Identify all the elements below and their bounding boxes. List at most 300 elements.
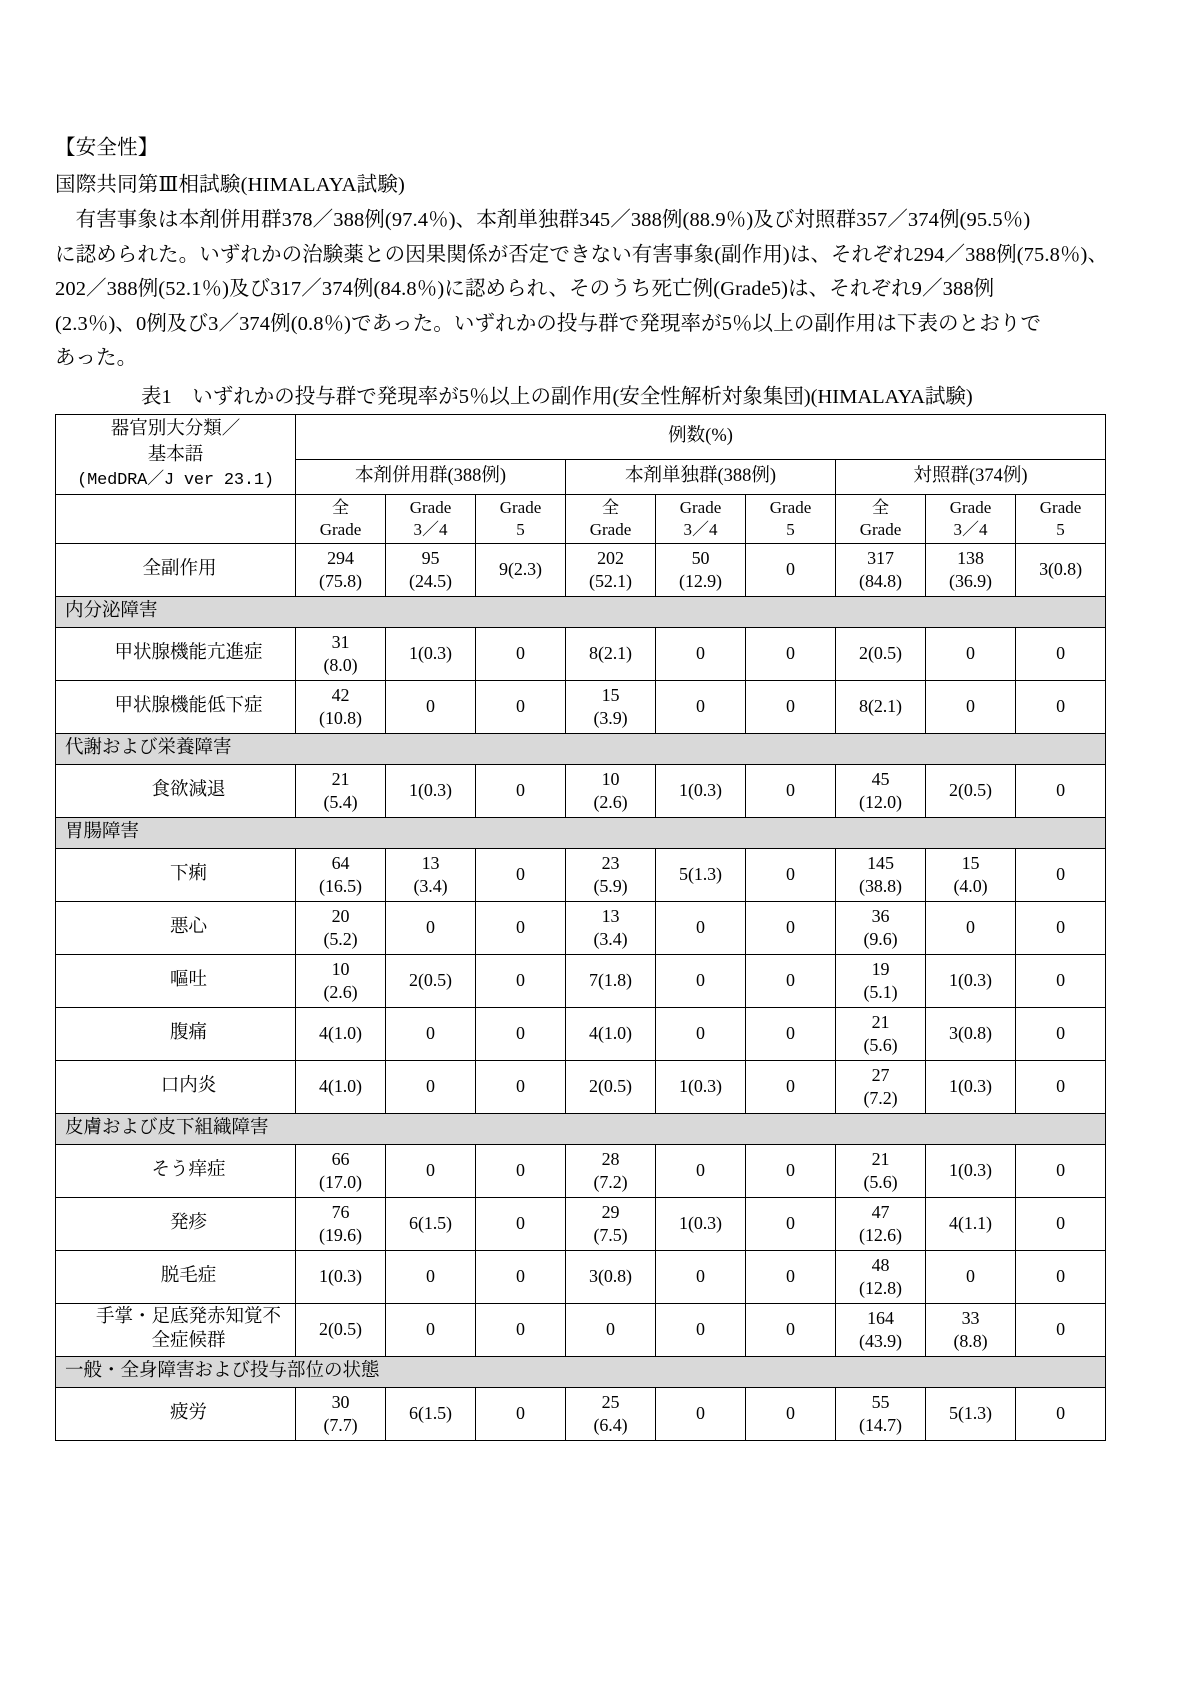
- adverse-reaction-table: [55, 414, 1106, 1441]
- data-cell: [566, 765, 656, 818]
- cell-count: 1(0.3): [679, 780, 722, 801]
- data-cell: [656, 765, 746, 818]
- cell-count: 0: [426, 696, 435, 717]
- data-cell: [926, 849, 1016, 902]
- data-cell: [476, 1145, 566, 1198]
- cell-count: 1(0.3): [409, 643, 452, 664]
- cell-percent: (8.8): [953, 1331, 988, 1351]
- soc-label: 一般・全身障害および投与部位の状態: [56, 1357, 1106, 1388]
- data-cell: [926, 1388, 1016, 1441]
- cell-count: 0: [426, 1319, 435, 1340]
- data-cell: [1016, 1198, 1106, 1251]
- cell-count: 0: [786, 917, 795, 938]
- term-label-line2: 全症候群: [151, 1331, 226, 1351]
- cell-count: 50: [691, 547, 710, 568]
- cell-percent: (7.2): [863, 1088, 898, 1108]
- cell-percent: (12.9): [679, 571, 722, 591]
- cell-percent: (16.5): [319, 876, 362, 896]
- cell-percent: (10.8): [319, 708, 362, 728]
- document-content: [55, 137, 1109, 1441]
- grade-header-line1: Grade: [1039, 497, 1082, 517]
- data-cell: [656, 849, 746, 902]
- group-header: 本剤併用群(388例): [296, 460, 566, 495]
- data-cell: [296, 1251, 386, 1304]
- data-cell: [476, 765, 566, 818]
- cell-percent: (7.2): [593, 1172, 628, 1192]
- data-cell: [386, 1145, 476, 1198]
- cell-percent: (3.4): [593, 929, 628, 949]
- header-row-top: [56, 415, 1106, 460]
- data-cell: [926, 765, 1016, 818]
- term-label: 甲状腺機能低下症: [56, 681, 296, 734]
- term-header-line3: (MedDRA／J ver 23.1): [77, 470, 274, 490]
- table-row: [56, 1008, 1106, 1061]
- cases-header: 例数(%): [296, 415, 1106, 460]
- grade-header-line2: Grade: [589, 520, 632, 539]
- cell-count: 8(2.1): [859, 696, 902, 717]
- cell-count: 36: [871, 905, 890, 926]
- grade-column-header: [476, 495, 566, 544]
- section-heading: 【安全性】: [55, 137, 159, 159]
- data-cell: [566, 1251, 656, 1304]
- cell-percent: (52.1): [589, 571, 632, 591]
- cell-count: 30: [331, 1391, 350, 1412]
- cell-percent: (36.9): [949, 571, 992, 591]
- data-cell: [656, 1061, 746, 1114]
- data-cell: [926, 1145, 1016, 1198]
- data-cell: [296, 1061, 386, 1114]
- data-cell: [386, 1388, 476, 1441]
- cell-count: 25: [601, 1391, 620, 1412]
- data-cell: [1016, 1251, 1106, 1304]
- cell-count: 3(0.8): [949, 1023, 992, 1044]
- cell-count: 13: [421, 852, 440, 873]
- data-cell: [836, 1304, 926, 1357]
- cell-percent: (8.0): [323, 655, 358, 675]
- cell-count: 66: [331, 1148, 350, 1169]
- cell-count: 0: [1056, 970, 1065, 991]
- data-cell: [656, 1251, 746, 1304]
- term-label: 悪心: [56, 902, 296, 955]
- cell-count: 0: [786, 559, 795, 580]
- cell-count: 0: [1056, 1160, 1065, 1181]
- cell-count: 0: [1056, 917, 1065, 938]
- data-cell: [476, 1251, 566, 1304]
- data-cell: [1016, 849, 1106, 902]
- data-cell: [386, 1198, 476, 1251]
- table-row: [56, 902, 1106, 955]
- table-row: [56, 1061, 1106, 1114]
- cell-percent: (84.8): [859, 571, 902, 591]
- data-cell: [656, 1304, 746, 1357]
- cell-count: 6(1.5): [409, 1213, 452, 1234]
- cell-percent: (7.5): [593, 1225, 628, 1245]
- data-cell: [476, 849, 566, 902]
- cell-count: 0: [426, 1023, 435, 1044]
- cell-percent: (9.6): [863, 929, 898, 949]
- cell-count: 1(0.3): [679, 1076, 722, 1097]
- data-cell: [656, 1008, 746, 1061]
- data-cell: [746, 628, 836, 681]
- table-caption: 表1 いずれかの投与群で発現率が5％以上の副作用(安全性解析対象集団)(HIMALAYA試験): [141, 385, 973, 408]
- grade-header-spacer: [56, 495, 296, 544]
- cell-count: 0: [1056, 1023, 1065, 1044]
- grade-header-line1: 全: [602, 497, 619, 517]
- grade-header-line2: Grade: [859, 520, 902, 539]
- grade-column-header: [836, 495, 926, 544]
- paragraph-line: 202／388例(52.1％)及び317／374例(84.8％)に認められ、そのうち死亡例(Grade5)は、それぞれ9／388例: [55, 278, 995, 300]
- cell-count: 0: [1056, 643, 1065, 664]
- cell-count: 48: [871, 1254, 890, 1275]
- data-cell: [926, 681, 1016, 734]
- cell-count: 7(1.8): [589, 970, 632, 991]
- grade-header-line2: 5: [1056, 520, 1065, 539]
- table-row: [56, 681, 1106, 734]
- data-cell: [386, 681, 476, 734]
- cell-count: 29: [601, 1201, 620, 1222]
- data-cell: [296, 1388, 386, 1441]
- cell-count: 0: [1056, 1213, 1065, 1234]
- cell-count: 0: [516, 696, 525, 717]
- cell-percent: (7.7): [323, 1415, 358, 1435]
- grade-header-line1: 全: [872, 497, 889, 517]
- data-cell: [836, 1145, 926, 1198]
- cell-percent: (4.0): [953, 876, 988, 896]
- cell-count: 1(0.3): [319, 1266, 362, 1287]
- cell-count: 1(0.3): [679, 1213, 722, 1234]
- grade-column-header: [656, 495, 746, 544]
- table-row: [56, 628, 1106, 681]
- cell-count: 19: [871, 958, 890, 979]
- data-cell: [836, 544, 926, 597]
- term-header-line1: 器官別大分類／: [110, 419, 241, 440]
- cell-count: 5(1.3): [679, 864, 722, 885]
- cell-count: 4(1.0): [589, 1023, 632, 1044]
- cell-count: 31: [331, 631, 350, 652]
- cell-count: 0: [786, 1319, 795, 1340]
- cell-count: 3(0.8): [1039, 559, 1082, 580]
- data-cell: [836, 1251, 926, 1304]
- cell-count: 21: [331, 768, 350, 789]
- cell-count: 0: [1056, 696, 1065, 717]
- soc-group-row: [56, 1114, 1106, 1145]
- cell-count: 55: [871, 1391, 890, 1412]
- grade-header-line1: Grade: [499, 497, 542, 517]
- cell-percent: (38.8): [859, 876, 902, 896]
- cell-count: 47: [871, 1201, 890, 1222]
- cell-count: 2(0.5): [949, 780, 992, 801]
- table-row: [56, 1198, 1106, 1251]
- data-cell: [746, 765, 836, 818]
- term-header-line2: 基本語: [147, 445, 204, 466]
- data-cell: [836, 955, 926, 1008]
- term-label-line1: 手掌・足底発赤知覚不: [95, 1307, 281, 1328]
- data-cell: [746, 1145, 836, 1198]
- data-cell: [476, 1198, 566, 1251]
- cell-count: 45: [871, 768, 890, 789]
- data-cell: [836, 902, 926, 955]
- soc-group-row: [56, 818, 1106, 849]
- data-cell: [1016, 544, 1106, 597]
- cell-count: 0: [1056, 1403, 1065, 1424]
- cell-count: 0: [696, 643, 705, 664]
- table-body: [56, 544, 1106, 1441]
- data-cell: [836, 765, 926, 818]
- cell-count: 8(2.1): [589, 643, 632, 664]
- data-cell: [746, 955, 836, 1008]
- data-cell: [1016, 628, 1106, 681]
- data-cell: [476, 1061, 566, 1114]
- cell-count: 4(1.0): [319, 1076, 362, 1097]
- data-cell: [386, 1251, 476, 1304]
- cell-count: 27: [871, 1064, 890, 1085]
- data-cell: [386, 955, 476, 1008]
- cell-count: 145: [867, 852, 894, 873]
- cell-count: 20: [331, 905, 350, 926]
- group-header: 対照群(374例): [836, 460, 1106, 495]
- cell-count: 10: [331, 958, 350, 979]
- data-cell: [746, 1008, 836, 1061]
- data-cell: [746, 902, 836, 955]
- cell-percent: (3.9): [593, 708, 628, 728]
- study-heading: 国際共同第Ⅲ相試験(HIMALAYA試験): [55, 173, 406, 196]
- data-cell: [1016, 1008, 1106, 1061]
- data-cell: [1016, 902, 1106, 955]
- cell-count: 1(0.3): [949, 970, 992, 991]
- cell-percent: (5.2): [323, 929, 358, 949]
- data-cell: [476, 1008, 566, 1061]
- cell-count: 10: [601, 768, 620, 789]
- data-cell: [656, 681, 746, 734]
- cell-percent: (5.6): [863, 1172, 898, 1192]
- data-cell: [386, 544, 476, 597]
- cell-percent: (12.0): [859, 792, 902, 812]
- table-row: [56, 544, 1106, 597]
- term-label: そう痒症: [56, 1145, 296, 1198]
- cell-count: 0: [966, 643, 975, 664]
- cell-count: 0: [1056, 1266, 1065, 1287]
- grade-header-line2: 5: [516, 520, 525, 539]
- cell-count: 0: [786, 970, 795, 991]
- cell-count: 1(0.3): [949, 1160, 992, 1181]
- cell-count: 3(0.8): [589, 1266, 632, 1287]
- data-cell: [656, 544, 746, 597]
- data-cell: [1016, 1388, 1106, 1441]
- cell-count: 0: [696, 917, 705, 938]
- cell-count: 0: [426, 1076, 435, 1097]
- soc-label: 胃腸障害: [56, 818, 1106, 849]
- soc-label: 内分泌障害: [56, 597, 1106, 628]
- data-cell: [926, 955, 1016, 1008]
- data-cell: [1016, 1061, 1106, 1114]
- term-label: 全副作用: [56, 544, 296, 597]
- cell-count: 317: [867, 547, 894, 568]
- cell-count: 0: [786, 1266, 795, 1287]
- cell-percent: (5.1): [863, 982, 898, 1002]
- data-cell: [836, 1008, 926, 1061]
- cell-count: 0: [516, 780, 525, 801]
- cell-percent: (43.9): [859, 1331, 902, 1351]
- cell-percent: (6.4): [593, 1415, 628, 1435]
- cell-count: 0: [516, 1319, 525, 1340]
- data-cell: [746, 1304, 836, 1357]
- cell-count: 0: [516, 643, 525, 664]
- cell-count: 1(0.3): [949, 1076, 992, 1097]
- cell-count: 0: [786, 1213, 795, 1234]
- cell-percent: (5.4): [323, 792, 358, 812]
- data-cell: [296, 544, 386, 597]
- term-label: 嘔吐: [56, 955, 296, 1008]
- cell-count: 0: [1056, 780, 1065, 801]
- data-cell: [746, 1251, 836, 1304]
- cell-count: 2(0.5): [589, 1076, 632, 1097]
- data-cell: [566, 628, 656, 681]
- cell-count: 0: [966, 917, 975, 938]
- cell-count: 0: [696, 1266, 705, 1287]
- cell-percent: (17.0): [319, 1172, 362, 1192]
- cell-count: 0: [606, 1319, 615, 1340]
- cell-count: 0: [516, 1160, 525, 1181]
- grade-header-line2: Grade: [319, 520, 362, 539]
- grade-header-line1: Grade: [409, 497, 452, 517]
- cell-count: 0: [786, 780, 795, 801]
- data-cell: [296, 902, 386, 955]
- cell-count: 0: [696, 696, 705, 717]
- cell-count: 0: [786, 1403, 795, 1424]
- cell-count: 4(1.1): [949, 1213, 992, 1234]
- cell-count: 0: [696, 1319, 705, 1340]
- data-cell: [746, 1061, 836, 1114]
- cell-count: 76: [331, 1201, 350, 1222]
- data-cell: [926, 544, 1016, 597]
- cell-count: 0: [516, 1213, 525, 1234]
- cell-count: 202: [597, 547, 624, 568]
- data-cell: [566, 1008, 656, 1061]
- data-cell: [386, 902, 476, 955]
- data-cell: [836, 1198, 926, 1251]
- soc-label: 代謝および栄養障害: [56, 734, 1106, 765]
- data-cell: [386, 765, 476, 818]
- cell-count: 6(1.5): [409, 1403, 452, 1424]
- data-cell: [836, 628, 926, 681]
- cell-count: 23: [601, 852, 620, 873]
- grade-header-line1: Grade: [769, 497, 812, 517]
- grade-header-line2: 5: [786, 520, 795, 539]
- cell-count: 28: [601, 1148, 620, 1169]
- data-cell: [386, 628, 476, 681]
- grade-header-line2: 3／4: [413, 520, 448, 539]
- data-cell: [566, 1061, 656, 1114]
- cell-count: 0: [696, 1160, 705, 1181]
- data-cell: [566, 1198, 656, 1251]
- cell-count: 1(0.3): [409, 780, 452, 801]
- cell-count: 15: [961, 852, 980, 873]
- cell-count: 0: [786, 1160, 795, 1181]
- data-cell: [926, 902, 1016, 955]
- cell-percent: (5.6): [863, 1035, 898, 1055]
- cell-count: 2(0.5): [859, 643, 902, 664]
- cell-count: 0: [426, 917, 435, 938]
- data-cell: [1016, 1304, 1106, 1357]
- grade-header-line1: Grade: [679, 497, 722, 517]
- data-cell: [476, 1388, 566, 1441]
- data-cell: [296, 628, 386, 681]
- data-cell: [656, 628, 746, 681]
- paragraph-line: 有害事象は本剤併用群378／388例(97.4％)、本剤単独群345／388例(88.9％)及び対照群357／374例(95.5％): [55, 209, 1031, 231]
- cell-percent: (3.4): [413, 876, 448, 896]
- data-cell: [1016, 955, 1106, 1008]
- cell-percent: (19.6): [319, 1225, 362, 1245]
- cell-count: 0: [786, 1076, 795, 1097]
- table-row: [56, 955, 1106, 1008]
- cell-count: 0: [786, 1023, 795, 1044]
- table-row: [56, 1145, 1106, 1198]
- cell-count: 33: [961, 1307, 980, 1328]
- cell-percent: (5.9): [593, 876, 628, 896]
- cell-count: 0: [696, 1403, 705, 1424]
- data-cell: [566, 544, 656, 597]
- cell-count: 164: [867, 1307, 894, 1328]
- term-label: 食欲減退: [56, 765, 296, 818]
- cell-percent: (12.8): [859, 1278, 902, 1298]
- data-cell: [296, 765, 386, 818]
- data-cell: [476, 628, 566, 681]
- data-cell: [836, 1388, 926, 1441]
- cell-count: 42: [331, 684, 350, 705]
- data-cell: [476, 955, 566, 1008]
- cell-count: 5(1.3): [949, 1403, 992, 1424]
- grade-header-line2: 3／4: [953, 520, 988, 539]
- table-row: [56, 1388, 1106, 1441]
- cell-count: 21: [871, 1011, 890, 1032]
- data-cell: [566, 902, 656, 955]
- data-cell: [566, 955, 656, 1008]
- cell-count: 13: [601, 905, 620, 926]
- grade-column-header: [386, 495, 476, 544]
- data-cell: [746, 681, 836, 734]
- group-header: 本剤単独群(388例): [566, 460, 836, 495]
- data-cell: [386, 1304, 476, 1357]
- data-cell: [926, 1008, 1016, 1061]
- data-cell: [746, 849, 836, 902]
- data-cell: [1016, 765, 1106, 818]
- cell-count: 0: [696, 1023, 705, 1044]
- data-cell: [656, 1198, 746, 1251]
- cell-count: 0: [966, 696, 975, 717]
- table-row: [56, 765, 1106, 818]
- cell-count: 0: [786, 643, 795, 664]
- cell-count: 0: [696, 970, 705, 991]
- cell-percent: (2.6): [593, 792, 628, 812]
- header-row-grades: [56, 495, 1106, 544]
- cell-count: 4(1.0): [319, 1023, 362, 1044]
- term-label: 発疹: [56, 1198, 296, 1251]
- cell-count: 0: [1056, 1319, 1065, 1340]
- data-cell: [296, 1145, 386, 1198]
- data-cell: [476, 681, 566, 734]
- data-cell: [296, 681, 386, 734]
- term-label: 口内炎: [56, 1061, 296, 1114]
- grade-column-header: [566, 495, 656, 544]
- cell-count: 0: [516, 1403, 525, 1424]
- data-cell: [926, 628, 1016, 681]
- cell-percent: (12.6): [859, 1225, 902, 1245]
- data-cell: [746, 1198, 836, 1251]
- cell-count: 0: [1056, 1076, 1065, 1097]
- data-cell: [296, 849, 386, 902]
- cell-count: 0: [516, 1076, 525, 1097]
- cell-percent: (75.8): [319, 571, 362, 591]
